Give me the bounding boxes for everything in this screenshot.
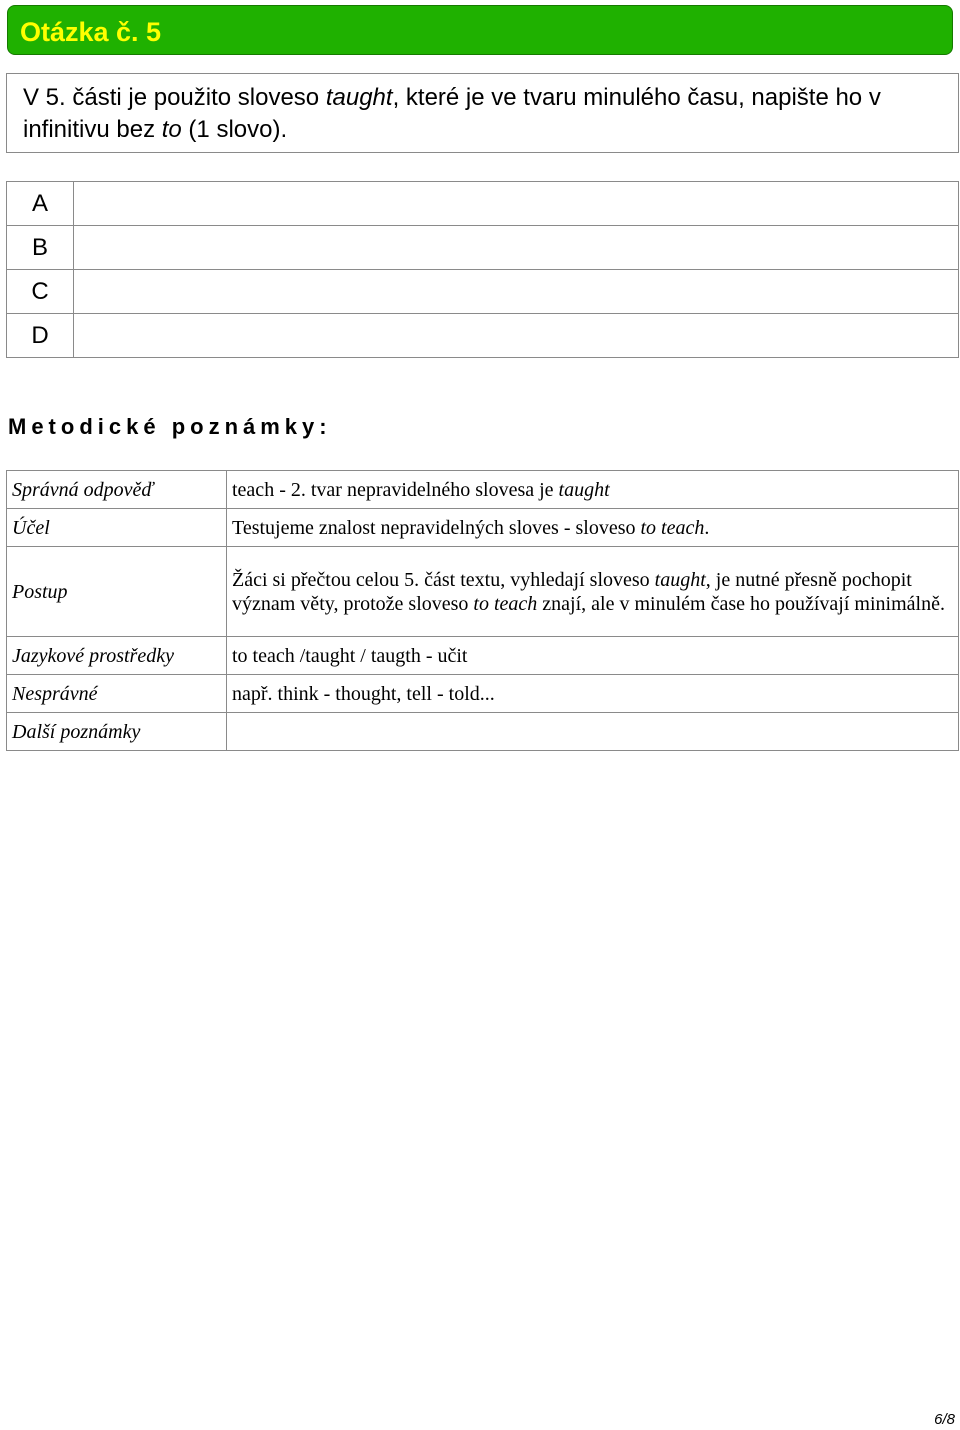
question-word: taught [325, 84, 393, 111]
notes-label: Postup [7, 547, 227, 637]
notes-italic: to teach [473, 593, 538, 615]
notes-label: Jazykové prostředky [7, 637, 227, 675]
question-header [7, 5, 953, 55]
notes-label: Další poznámky [7, 713, 227, 751]
notes-value [227, 713, 959, 751]
option-row-a[interactable] [7, 182, 959, 226]
question-to: to [161, 116, 182, 143]
notes-label: Účel [7, 509, 227, 547]
notes-row-procedure [7, 547, 959, 637]
option-answer-field[interactable] [74, 314, 959, 358]
notes-value [227, 509, 959, 547]
question-text-prefix: V 5. části je použito sloveso [23, 84, 326, 111]
notes-text: znají, ale v minulém čase ho používají minimálně. [537, 593, 945, 615]
notes-text: teach - 2. tvar nepravidelného slovesa je [232, 479, 559, 501]
answer-options [6, 181, 959, 358]
notes-row-language [7, 637, 959, 675]
notes-value: např. think - thought, tell - told... [227, 675, 959, 713]
notes-row-other [7, 713, 959, 751]
option-answer-field[interactable] [74, 182, 959, 226]
notes-title: Metodické poznámky: [8, 414, 332, 439]
notes-row-correct [7, 471, 959, 509]
notes-italic: taught [654, 569, 706, 591]
option-row-b[interactable] [7, 226, 959, 270]
option-label: C [7, 270, 74, 314]
question-box [6, 73, 959, 153]
question-text-suffix: (1 slovo). [181, 116, 288, 143]
option-row-c[interactable] [7, 270, 959, 314]
notes-italic: to teach [640, 517, 705, 539]
notes-row-purpose [7, 509, 959, 547]
notes-row-incorrect [7, 675, 959, 713]
notes-text: Testujeme znalost nepravidelných sloves - sloveso [232, 517, 641, 539]
option-label: D [7, 314, 74, 358]
option-answer-field[interactable] [74, 226, 959, 270]
notes-text: Žáci si přečtou celou 5. část textu, vyhledají sloveso [232, 569, 655, 591]
option-answer-field[interactable] [74, 270, 959, 314]
notes-value [227, 547, 959, 637]
methodical-notes-table [6, 470, 959, 751]
question-text-middle: , které je ve tvaru minulého času, napište ho v infinitivu bez [23, 84, 881, 143]
page-number: 6/8 [934, 1411, 955, 1428]
option-label: A [7, 182, 74, 226]
option-label: B [7, 226, 74, 270]
notes-text: , je nutné přesně pochopit význam věty, protože sloveso [232, 569, 912, 615]
notes-italic: taught [558, 479, 610, 501]
option-row-d[interactable] [7, 314, 959, 358]
question-title: Otázka č. 5 [20, 17, 162, 47]
notes-text: . [704, 517, 710, 539]
notes-label: Nesprávné [7, 675, 227, 713]
notes-value [227, 471, 959, 509]
notes-value: to teach /taught / taugth - učit [227, 637, 959, 675]
notes-label: Správná odpověď [7, 471, 227, 509]
